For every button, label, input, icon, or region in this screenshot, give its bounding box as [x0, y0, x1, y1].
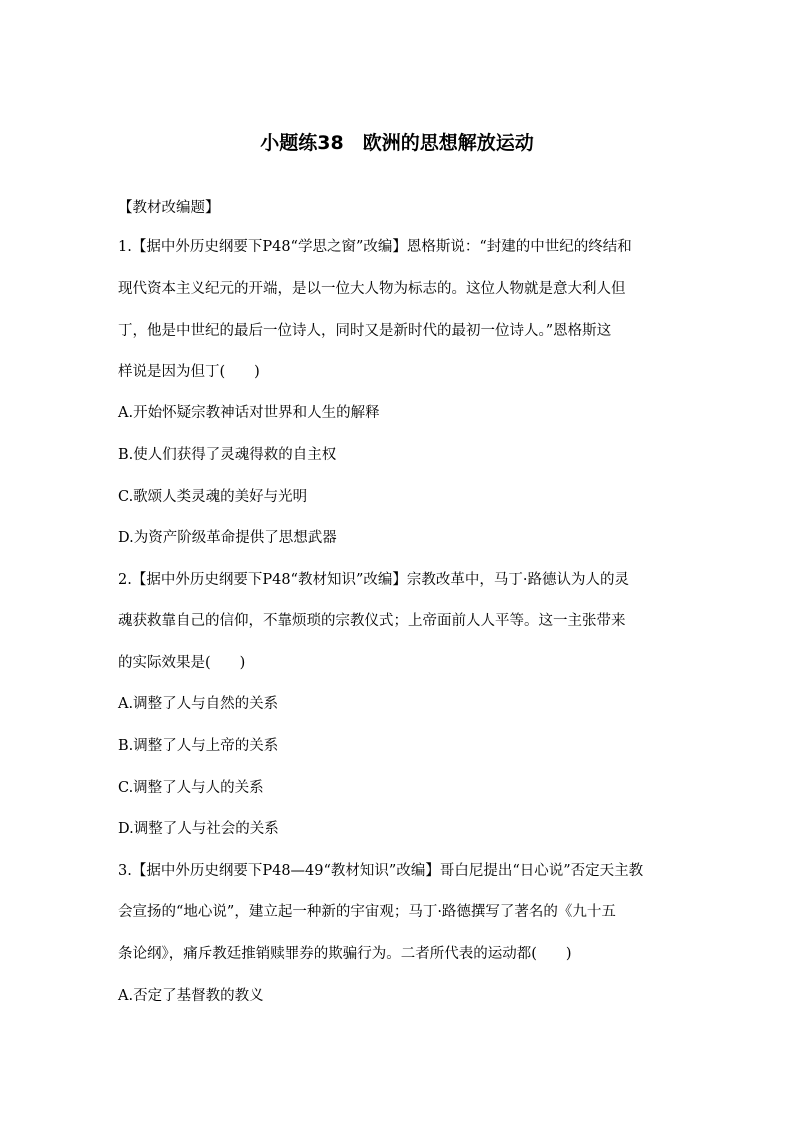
q1-line-4: 样说是因为但丁( ) — [118, 364, 260, 380]
q1-option-a: A.开始怀疑宗教神话对世界和人生的解释 — [118, 405, 380, 421]
q1-line-1: 1.【据中外历史纲要下P48“学思之窗”改编】恩格斯说：“封建的中世纪的终结和 — [118, 239, 632, 255]
q3-line-3: 条论纲》，痛斥教廷推销赎罪券的欺骗行为。二者所代表的运动都( ) — [118, 946, 572, 962]
q2-option-b: B.调整了人与上帝的关系 — [118, 738, 279, 754]
q3-line-1: 3.【据中外历史纲要下P48—49“教材知识”改编】哥白尼提出“日心说”否定天主教 — [118, 863, 644, 879]
q3-line-2: 会宣扬的“地心说”，建立起一种新的宇宙观；马丁·路德撰写了著名的《九十五 — [118, 904, 616, 920]
q1-line-2: 现代资本主义纪元的开端，是以一位大人物为标志的。这位人物就是意大利人但 — [118, 281, 626, 297]
q3-option-a: A.否定了基督教的教义 — [118, 988, 264, 1004]
q1-option-d: D.为资产阶级革命提供了思想武器 — [118, 530, 337, 546]
q2-line-1: 2.【据中外历史纲要下P48“教材知识”改编】宗教改革中，马丁·路德认为人的灵 — [118, 572, 629, 588]
q1-option-c: C.歌颂人类灵魂的美好与光明 — [118, 489, 308, 505]
q2-line-3: 的实际效果是( ) — [118, 655, 246, 671]
q2-option-c: C.调整了人与人的关系 — [118, 780, 264, 796]
q1-line-3: 丁，他是中世纪的最后一位诗人，同时又是新时代的最初一位诗人。”恩格斯这 — [118, 323, 612, 339]
section-header: 【教材改编题】 — [118, 200, 220, 216]
document-title: 小题练38 欧洲的思想解放运动 — [260, 132, 534, 154]
q2-option-a: A.调整了人与自然的关系 — [118, 696, 279, 712]
q2-option-d: D.调整了人与社会的关系 — [118, 821, 279, 837]
q2-line-2: 魂获救靠自己的信仰，不靠烦琐的宗教仪式；上帝面前人人平等。这一主张带来 — [118, 613, 626, 629]
q1-option-b: B.使人们获得了灵魂得救的自主权 — [118, 447, 337, 463]
